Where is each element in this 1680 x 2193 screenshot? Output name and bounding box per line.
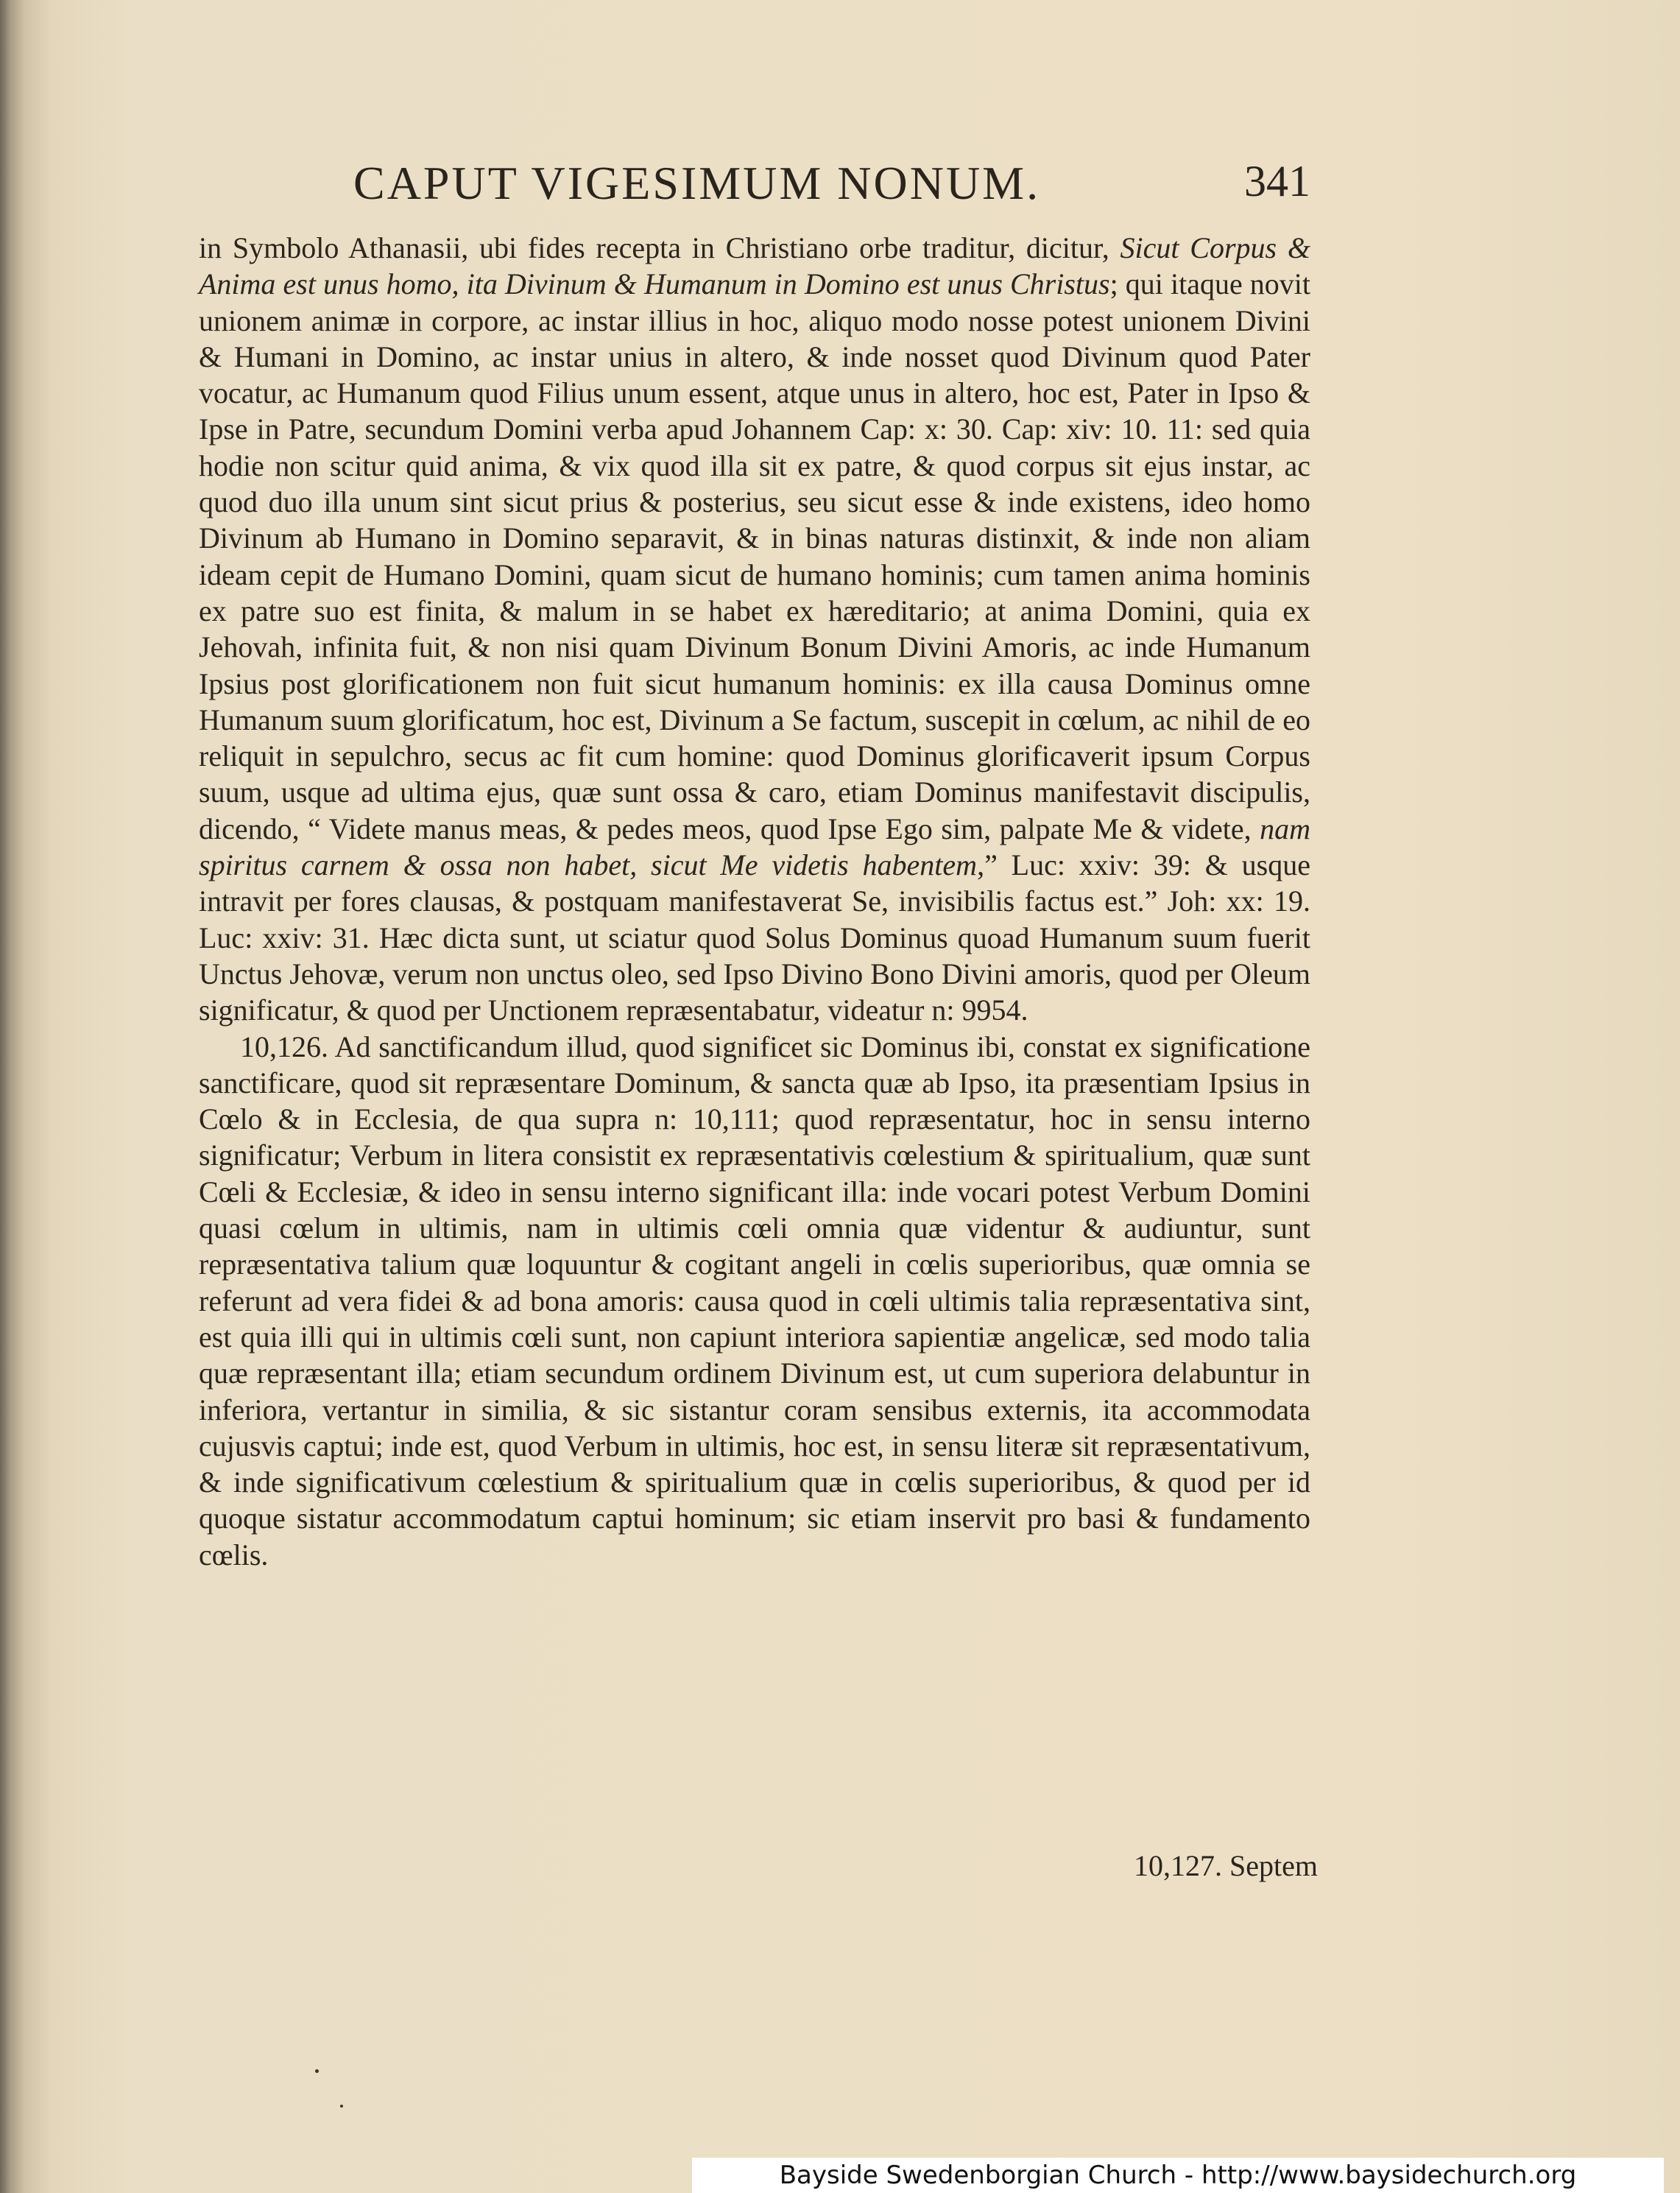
text-segment: 10,126. Ad sanctificandum illud, quod significet sic Dominus ibi, constat ex significatione sanctificare, quod sit repræsentare Dominum, & sancta quæ ab Ipso, ita præsentiam Ipsius in Cœlo & in Ecclesia, de qua supra n: 10,111; quod repræsentatur, hoc in sensu interno significatur; Verbum in litera consistit ex repræsentativis cœlestium & spiritualium, quæ sunt Cœli & Ecclesiæ, & ideo in sensu interno significant illa: inde vocari potest Verbum Domini quasi cœlum in ultimis, nam in ultimis cœli omnia quæ videntur & audiuntur, sunt repræsentativa talium quæ loquuntur & cogitant angeli in cœlis superioribus, quæ omnia se referunt ad vera fidei & ad bona amoris: causa quod in cœli ultimis talia repræsentativa sint, est quia illi qui in ultimis cœli sunt, non capiunt interiora sapientiæ angelicæ, sed modo talia quæ repræsentant illa; etiam secundum ordinem Divinum est, ut cum superiora delabuntur in inferiora, vertantur in similia, & sic sistantur coram sensibus externis, ita accommodata cujusvis captui; inde est, quod Verbum in ultimis, hoc est, in sensu literæ sit repræsentativum, & inde significativum cœlestium & spiritualium quæ in cœlis superioribus, & quod per id quoque sistatur accommodatum captui hominum; sic etiam inservit pro basi & fundamento cœlis. — [199, 1029, 1310, 1571]
running-head: CAPUT VIGESIMUM NONUM. — [353, 157, 1041, 209]
text-segment: ; qui itaque novit unionem animæ in corpore, ac instar illius in hoc, aliquo modo nosse potest unionem Divini & Humani in Domino, ac instar unius in altero, & inde nosset quod Divinum quod Pater vocatur, ac Humanum quod Filius unum essent, atque unus in altero, hoc est, Pater in Ipso & Ipse in Patre, secundum Domini verba apud Johannem Cap: x: 30. Cap: xiv: 10. 11: sed quia hodie non scitur quid anima, & vix quod illa sit ex patre, & quod corpus sit ejus instar, ac quod duo illa unum sint sicut prius & posterius, seu sicut esse & inde existens, ideo homo Divinum ab Humano in Domino separavit, & in binas naturas distinxit, & inde non aliam ideam cepit de Humano Domini, quam sicut de humano hominis; cum tamen anima hominis ex patre suo est finita, & malum in se habet ex hæreditario; at anima Domini, quia ex Jehovah, infinita fuit, & non nisi quam Divinum Bonum Divini Amoris, ac inde Humanum Ipsius post glorificationem non fuit sicut humanum hominis: ex illa causa Dominus omne Humanum suum glorificatum, hoc est, Divinum a Se factum, suscepit in cœlum, ac nihil de eo reliquit in sepulchro, secus ac fit cum homine: quod Dominus glorificaverit ipsum Corpus suum, usque ad ultima ejus, quæ sunt ossa & caro, etiam Dominus manifestavit discipulis, dicendo, “ Videte manus meas, & pedes meos, quod Ipse Ego sim, palpate Me & videte, — [199, 267, 1311, 845]
watermark-banner: Bayside Swedenborgian Church - http://www.baysidechurch.org — [692, 2158, 1664, 2193]
text-segment: ,” Luc: xxiv: 39: & usque intravit per fores clausas, & postquam manifestaverat Se, invisibilis factus est.” Joh: xx: 19. Luc: xxiv: 31. Hæc dicta sunt, ut sciatur quod Solus Dominus quoad Humanum suum fuerit Unctus Jehovæ, verum non unctus oleo, sed Ipso Divino Bono Divini amoris, quod per Oleum significatur, & quod per Unctionem repræsentabatur, videatur n: 9954. — [199, 848, 1311, 1027]
ink-speck — [315, 2069, 319, 2073]
ink-speck — [340, 2105, 343, 2108]
italic-quotation: Sicut Corpus & Anima est unus homo, ita Divinum & Humanum in Domino est unus Christus — [199, 231, 1311, 301]
paragraph — [199, 230, 1310, 1029]
paragraph — [199, 1029, 1310, 1573]
body-text — [199, 230, 1310, 1573]
catchword: 10,127. Septem — [1134, 1849, 1318, 1882]
text-segment: in Symbolo Athanasii, ubi fides recepta in Christiano orbe traditur, dicitur, — [199, 231, 1120, 264]
italic-quotation: nam spiritus carnem & ossa non habet, sicut Me videtis habentem — [199, 812, 1310, 882]
page-number: 341 — [1244, 157, 1310, 205]
page-header — [353, 156, 1310, 222]
